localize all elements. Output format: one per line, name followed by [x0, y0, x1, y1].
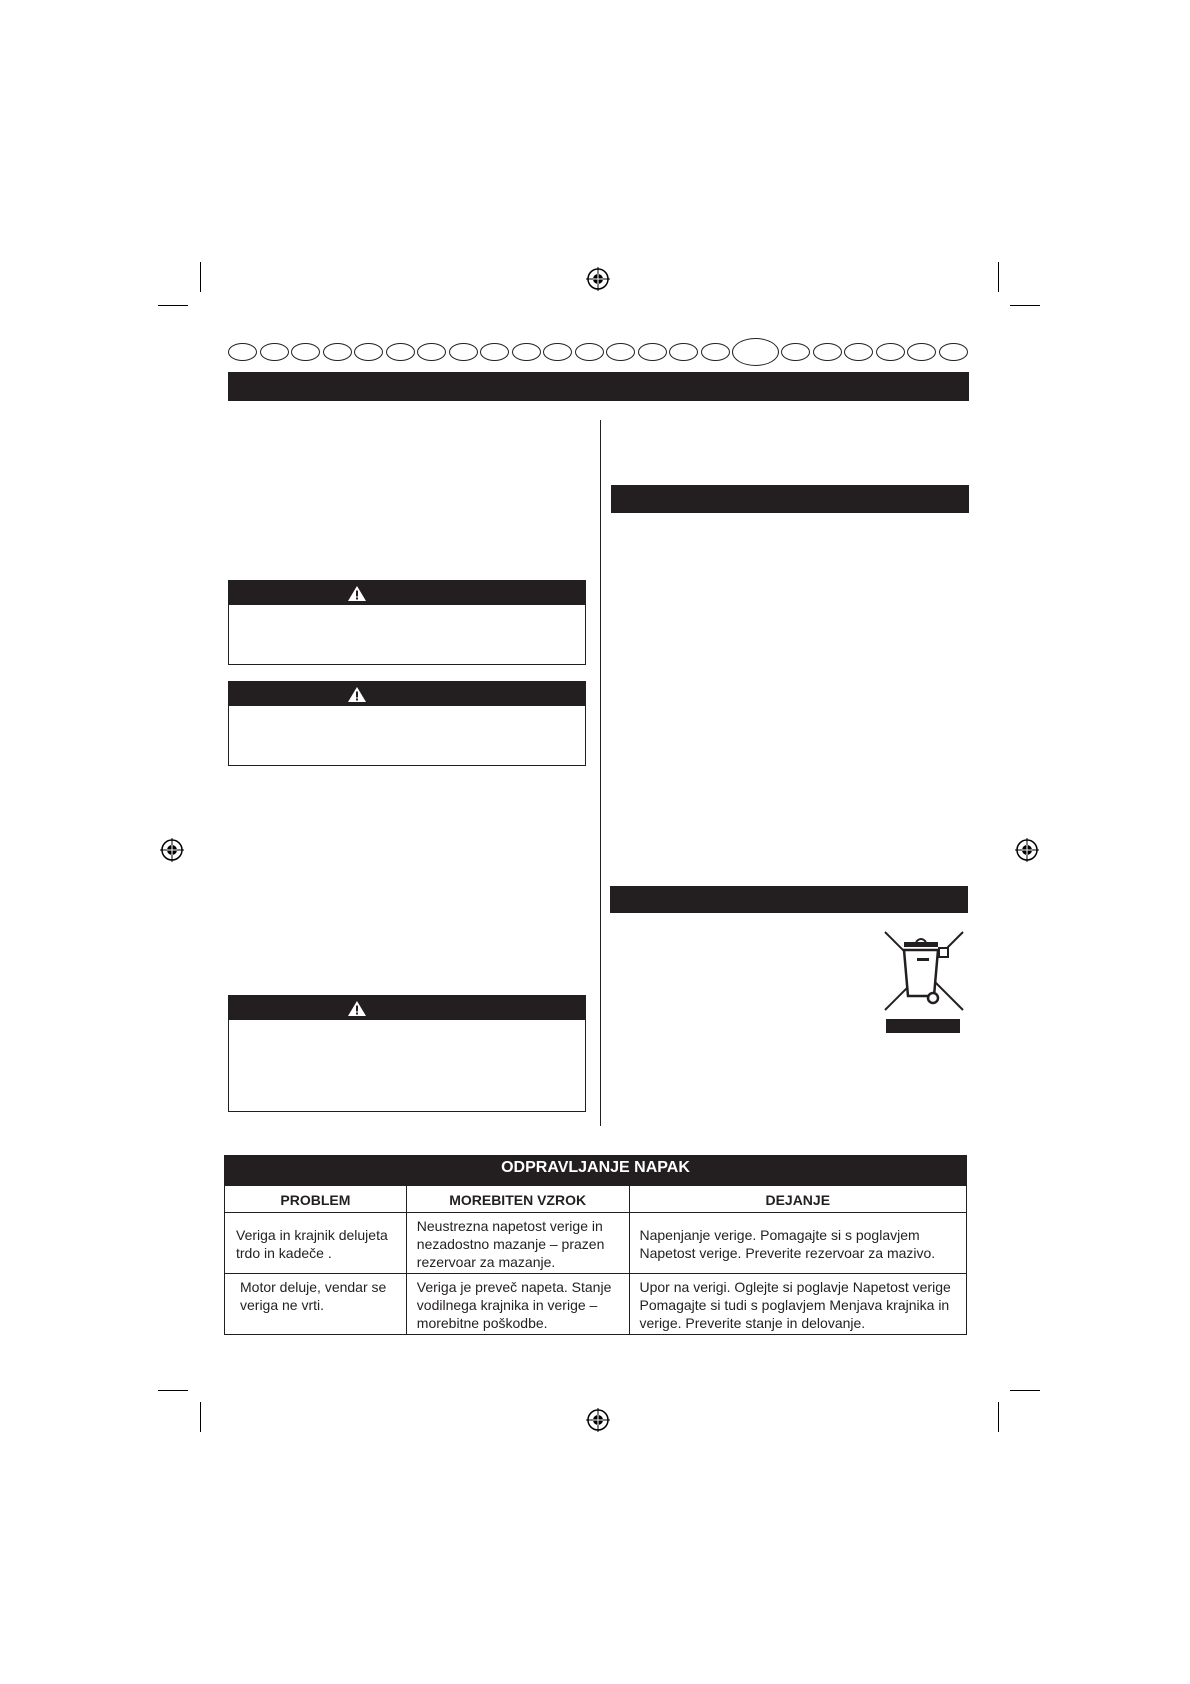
table-title: ODPRAVLJANJE NAPAK — [225, 1156, 967, 1186]
crop-mark-bottom-left-horizontal — [158, 1390, 188, 1391]
page-header-bar — [228, 372, 969, 401]
registration-mark-icon — [160, 838, 184, 862]
language-tab — [781, 343, 810, 361]
language-tab — [701, 343, 730, 361]
crop-mark-top-left-horizontal — [158, 305, 188, 306]
cause-cell: Veriga je preveč napeta. Stanje vodilnega krajnika in verige – morebitne poškodbe. — [406, 1274, 629, 1335]
cause-cell: Neustrezna napetost verige in nezadostno mazanje – prazen rezervoar za mazanje. — [406, 1213, 629, 1274]
section-header-bar — [610, 886, 968, 913]
registration-mark-icon — [586, 267, 610, 291]
language-tab-active — [732, 338, 779, 366]
warning-header — [229, 996, 585, 1020]
problem-cell: Motor deluje, vendar se veriga ne vrti. — [225, 1274, 407, 1335]
warning-box — [228, 995, 586, 1112]
language-tab — [638, 343, 667, 361]
language-tab — [876, 343, 905, 361]
language-tab — [291, 343, 320, 361]
language-tab — [354, 343, 383, 361]
language-tab — [813, 343, 842, 361]
column-divider — [600, 420, 601, 1126]
language-tab — [323, 343, 352, 361]
crop-mark-top-right-horizontal — [1010, 305, 1040, 306]
language-tab — [512, 343, 541, 361]
warning-triangle-icon — [347, 1000, 367, 1017]
section-header-bar — [611, 485, 969, 513]
crop-mark-bottom-left-vertical — [200, 1402, 201, 1432]
language-tab — [669, 343, 698, 361]
crop-mark-top-right-vertical — [998, 262, 999, 292]
language-tab — [386, 343, 415, 361]
crop-mark-bottom-right-horizontal — [1010, 1390, 1040, 1391]
action-cell: Napenjanje verige. Pomagajte si s poglavjem Napetost verige. Preverite rezervoar za mazivo. — [629, 1213, 967, 1274]
registration-mark-icon — [1015, 838, 1039, 862]
crop-mark-top-left-vertical — [200, 262, 201, 292]
language-tab — [228, 343, 257, 361]
warning-box — [228, 681, 586, 766]
warning-box — [228, 580, 586, 665]
language-tab — [606, 343, 635, 361]
crossed-out-wheelie-bin-icon — [884, 930, 964, 1036]
language-tab — [480, 343, 509, 361]
table-row — [225, 1274, 967, 1335]
language-tab — [907, 343, 936, 361]
warning-triangle-icon — [347, 585, 367, 602]
language-tab — [844, 343, 873, 361]
language-tab — [417, 343, 446, 361]
table-row — [225, 1213, 967, 1274]
problem-cell: Veriga in krajnik delujeta trdo in kadeče . — [225, 1213, 407, 1274]
column-header-cause: MOREBITEN VZROK — [406, 1186, 629, 1213]
registration-mark-icon — [586, 1408, 610, 1432]
action-cell: Upor na verigi. Oglejte si poglavje Napetost verige Pomagajte si tudi s poglavjem Menjava krajnika in verige. Preverite stanje in delovanje. — [629, 1274, 967, 1335]
table-header-row — [225, 1186, 967, 1213]
warning-triangle-icon — [347, 686, 367, 703]
crop-mark-bottom-right-vertical — [998, 1402, 999, 1432]
warning-header — [229, 682, 585, 706]
column-header-action: DEJANJE — [629, 1186, 967, 1213]
language-tabs — [228, 338, 975, 368]
language-tab — [575, 343, 604, 361]
language-tab — [543, 343, 572, 361]
language-tab — [260, 343, 289, 361]
column-header-problem: PROBLEM — [225, 1186, 407, 1213]
troubleshooting-table — [224, 1155, 967, 1335]
language-tab — [939, 343, 968, 361]
warning-header — [229, 581, 585, 605]
language-tab — [449, 343, 478, 361]
